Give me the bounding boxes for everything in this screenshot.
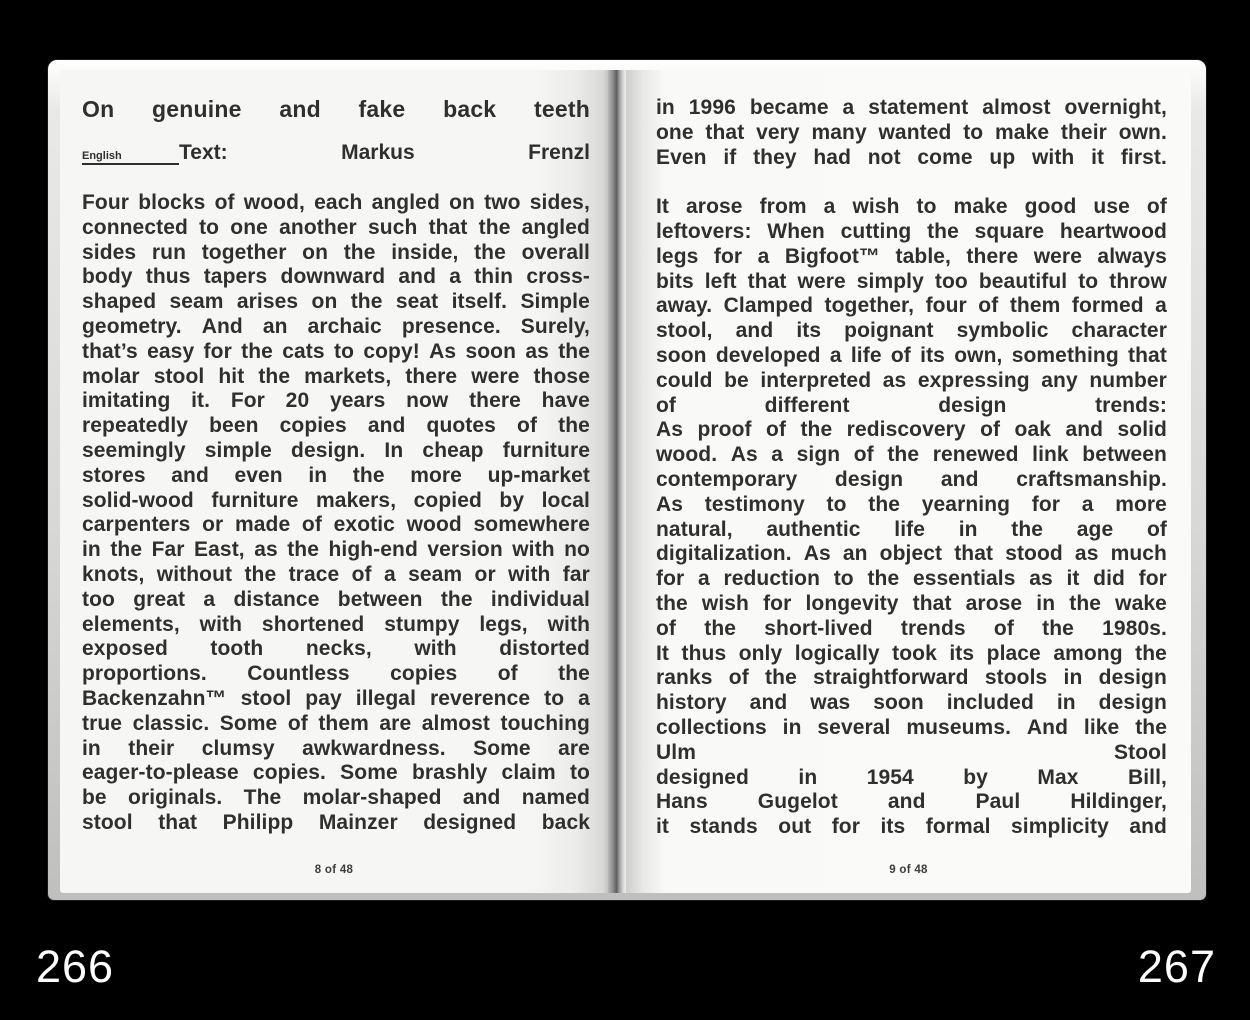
text-line: Even if they had not come up with it first. (656, 145, 1167, 169)
text-line: wood. As a sign of the renewed link between (656, 443, 1167, 467)
text-line: As testimony to the yearning for a more (656, 492, 1167, 516)
spread-page-number-left: 266 (36, 941, 115, 992)
text-line: history and was soon included in design (656, 691, 1167, 715)
text-line: legs for a Bigfoot™ table, there were always (656, 244, 1167, 268)
text-line: soon developed a life of its own, something that (656, 343, 1167, 367)
spread-page-number-right: 267 (1137, 941, 1216, 992)
text-line: stores and even in the more up-market (82, 463, 590, 487)
text-line: could be interpreted as expressing any number (656, 368, 1167, 392)
text-line: in 1996 became a statement almost overnight, (656, 96, 1167, 119)
text-line: away. Clamped together, four of them formed a (656, 294, 1167, 318)
left-page (60, 70, 608, 893)
text-line: designed in 1954 by Max Bill, (656, 765, 1167, 789)
text-line: exposed tooth necks, with distorted (82, 637, 590, 661)
text-line: imitating it. For 20 years now there have (82, 389, 590, 413)
text-line: it stands out for its formal simplicity and (656, 815, 1167, 839)
text-line: As proof of the rediscovery of oak and solid (656, 418, 1167, 442)
text-label: Text: (179, 141, 228, 164)
text-line: solid-wood furniture makers, copied by local (82, 488, 590, 512)
paragraph (656, 96, 1167, 170)
text-line: connected to one another such that the angled (82, 215, 590, 239)
open-book (48, 60, 1206, 900)
byline-row (82, 141, 590, 165)
text-line: in their clumsy awkwardness. Some are (82, 736, 590, 760)
left-page-body (82, 191, 590, 836)
text-line: seemingly simple design. In cheap furniture (82, 438, 590, 462)
text-line: be originals. The molar-shaped and named (82, 786, 590, 810)
text-line: collections in several museums. And like the (656, 715, 1167, 739)
text-line: eager-to-please copies. Some brashly claim to (82, 761, 590, 785)
text-line: It thus only logically took its place among the (656, 641, 1167, 665)
right-page-footer: 9 of 48 (889, 864, 928, 876)
article-headline (82, 94, 590, 124)
text-line: proportions. Countless copies of the (82, 662, 590, 686)
text-line: It arose from a wish to make good use of (656, 195, 1167, 219)
language-label: English (82, 150, 179, 165)
paragraph (656, 195, 1167, 840)
book-spread (60, 70, 1191, 893)
text-line: On genuine and fake back teeth (82, 96, 590, 122)
right-page-body (656, 96, 1167, 840)
right-page (626, 70, 1191, 893)
text-line: too great a distance between the individual (82, 587, 590, 611)
text-line: sides run together on the inside, the overall (82, 240, 590, 264)
text-line: contemporary design and craftsmanship. (656, 467, 1167, 491)
author-first-name: Markus (341, 141, 415, 164)
text-line: carpenters or made of exotic wood somewhere (82, 513, 590, 537)
text-line: Four blocks of wood, each angled on two sides, (82, 191, 590, 214)
text-line: for a reduction to the essentials as it did for (656, 567, 1167, 591)
text-line: leftovers: When cutting the square heartwood (656, 219, 1167, 243)
text-line: Backenzahn™ stool pay illegal reverence to a (82, 686, 590, 710)
text-line: repeatedly been copies and quotes of the (82, 414, 590, 438)
text-line: of the short-lived trends of the 1980s. (656, 616, 1167, 640)
book-spine-gutter (608, 70, 626, 893)
left-page-footer: 8 of 48 (314, 864, 354, 876)
text-line: one that very many wanted to make their own. (656, 120, 1167, 144)
text-line: knots, without the trace of a seam or with far (82, 562, 590, 586)
text-line: digitalization. As an object that stood as much (656, 542, 1167, 566)
text-line: of different design trends: (656, 393, 1167, 417)
language-group (82, 141, 228, 165)
text-line: that’s easy for the cats to copy! As soon as the (82, 339, 590, 363)
text-line: the wish for longevity that arose in the wake (656, 591, 1167, 615)
text-line: Hans Gugelot and Paul Hildinger, (656, 790, 1167, 814)
text-line: geometry. And an archaic presence. Surely, (82, 314, 590, 338)
text-line: natural, authentic life in the age of (656, 517, 1167, 541)
text-line: elements, with shortened stumpy legs, with (82, 612, 590, 636)
text-line: molar stool hit the markets, there were those (82, 364, 590, 388)
text-line: ranks of the straightforward stools in design (656, 666, 1167, 690)
text-line: Ulm Stool (656, 740, 1167, 764)
text-line: stool that Philipp Mainzer designed back (82, 810, 590, 834)
author-last-name: Frenzl (528, 141, 590, 164)
text-line: bits left that were simply too beautiful to throw (656, 269, 1167, 293)
text-line: in the Far East, as the high-end version with no (82, 538, 590, 562)
text-line: true classic. Some of them are almost touching (82, 711, 590, 735)
text-line: body thus tapers downward and a thin cross- (82, 265, 590, 289)
text-line: stool, and its poignant symbolic character (656, 319, 1167, 343)
text-line: shaped seam arises on the seat itself. Simple (82, 290, 590, 314)
